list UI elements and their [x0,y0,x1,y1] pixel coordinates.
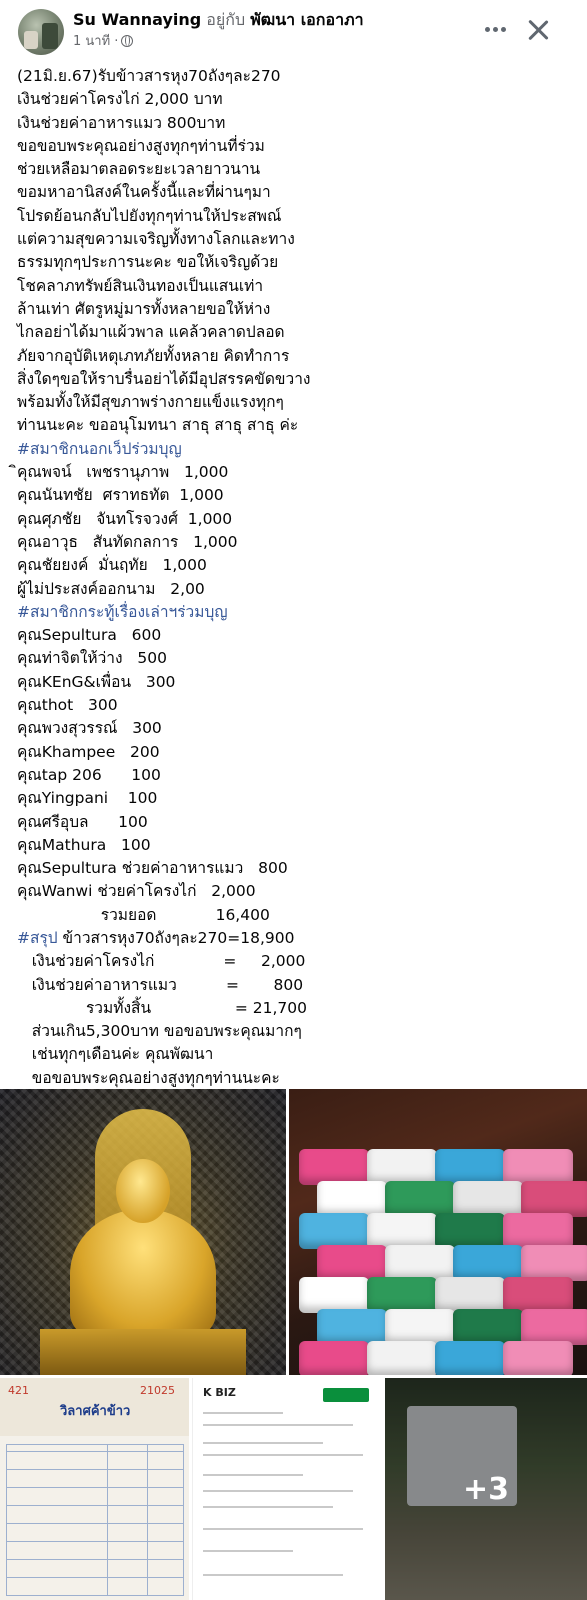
photo-grid [0,1089,587,1600]
post-line: คุณSepultura 600 [17,626,162,645]
close-icon[interactable] [522,14,554,46]
post-line: ธรรมทุกๆประการนะคะ ขอให้เจริญด้วย [17,253,279,272]
post-line: คุณศุภชัย จันทโรจวงศ์ 1,000 [17,509,233,528]
post-line: คุณSepultura ช่วยค่าอาหารแมว 800 [17,859,288,878]
post-line: รวมยอด 16,400 [17,905,270,924]
post-line: #สรุป ข้าวสารหุง70ถังๆละ270=18,900 [17,928,295,947]
post-line: โปรดย้อนกลับไปยังทุกๆท่านให้ประสพณ์ [17,206,282,225]
hashtag-link[interactable]: #สมาชิกนอกเว็ปร่วมบุญ [17,439,182,458]
rice-bags-photo[interactable] [289,1089,587,1375]
more-photos-tile[interactable] [385,1378,587,1600]
post-line: ช่วยเหลือมาตลอดระยะเวลายาวนาน [17,160,261,179]
post-text [17,65,577,1090]
post-line: ล้านเท่า ศัตรูหมู่มารทั้งหลายขอให้ห่าง [17,299,271,318]
author-name[interactable]: Su Wannaying [73,10,202,29]
author-line [73,10,364,30]
post-line: คุณพวงสุวรรณ์ 300 [17,719,162,738]
post-line: เช่นทุกๆเดือนค่ะ คุณพัฒนา [17,1045,214,1064]
post-line: คุณYingpani 100 [17,789,158,808]
post-line: แต่ความสุขความเจริญทั้งทางโลกและทาง [17,230,295,249]
post-line: คุณศรีอุบล 100 [17,812,148,831]
post-line: ขอขอบพระคุณอย่างสูงทุกๆท่านนะคะ [17,1068,280,1087]
post-line: เงินช่วยค่าโครงไก่ 2,000 บาท [17,90,223,109]
post-line: คุณนันทชัย ศราทธทัต 1,000 [17,486,224,505]
post-line: ิคุณพจน์ เพชรานุภาพ 1,000 [17,463,229,482]
more-icon[interactable] [480,14,510,44]
post-line: พร้อมทั้งให้มีสุขภาพร่างกายแข็งแรงทุกๆ [17,393,284,412]
post-line: ขอมหาอานิสงค์ในครั้งนี้และที่ผ่านๆมา [17,183,271,202]
post-line: คุณKhampee 200 [17,742,160,761]
post-line: ภัยจากอุบัติเหตุเภทภัยทั้งหลาย คิดทำการ [17,346,290,365]
post-line: รวมทั้งสิ้น = 21,700 [17,998,307,1017]
receipt-number-left: 421 [8,1384,29,1397]
post-line: คุณMathura 100 [17,835,151,854]
post-line: เงินช่วยค่าโครงไก่ = 2,000 [17,952,306,971]
post-line: ท่านนะคะ ขออนุโมทนา สาธุ สาธุ สาธุ ค่ะ [17,416,299,435]
post-line [17,601,577,624]
receipt-photo[interactable] [0,1378,189,1600]
with-word: อยู่กับ [206,10,246,29]
transfer-app-name: K BIZ [203,1386,236,1399]
globe-icon [121,35,133,47]
hashtag-link[interactable]: #สรุป [17,928,58,947]
more-photos-count: +3 [462,1471,509,1507]
post-line: ขอขอบพระคุณอย่างสูงทุกๆท่านที่ร่วม [17,136,265,155]
post-line: เงินช่วยค่าอาหารแมว 800บาท [17,113,226,132]
post-line: คุณKEnG&เพื่อน 300 [17,672,176,691]
post-line: คุณชัยยงค์ มั่นฤทัย 1,000 [17,556,207,575]
post-line: คุณtap 206 100 [17,765,161,784]
post-header [0,0,587,62]
post-line [17,438,577,461]
receipt-shop-name: วิลาศค้าข้าว [60,1404,131,1419]
post-line: ไกลอย่าได้มาแผ้วพาล แคล้วคลาดปลอด [17,323,285,342]
hashtag-link[interactable]: #สมาชิกกระทู้เรื่องเล่าฯร่วมบุญ [17,602,228,621]
post-line: สิ่งใดๆขอให้ราบรื่นอย่าได้มีอุปสรรคขัดขวาง [17,369,311,388]
post-line: คุณthot 300 [17,696,118,715]
post-line: ส่วนเกิน5,300บาท ขอขอบพระคุณมากๆ [17,1022,302,1041]
post-line: (21มิ.ย.67)รับข้าวสารหุง70ถังๆละ270 [17,67,281,85]
post-line: โชคลาภทรัพย์สินเงินทองเป็นแสนเท่า [17,276,264,295]
post-line: เงินช่วยค่าอาหารแมว = 800 [17,975,304,994]
post-meta [73,33,133,51]
tagged-name[interactable]: พัฒนา เอกอาภา [250,10,364,29]
avatar[interactable] [18,9,64,55]
post-line: ผู้ไม่ประสงค์ออกนาม 2,00 [17,579,205,598]
post-line: คุณท่าจิตให้ว่าง 500 [17,649,167,668]
post-line: คุณWanwi ช่วยค่าโครงไก่ 2,000 [17,882,256,901]
post-line: คุณอาวุธ สันทัดกลการ 1,000 [17,532,238,551]
transfer-slip-photo[interactable] [192,1378,383,1600]
buddha-photo[interactable] [0,1089,286,1375]
post-time[interactable]: 1 นาที · [73,34,119,49]
receipt-number-right: 21025 [140,1384,175,1397]
